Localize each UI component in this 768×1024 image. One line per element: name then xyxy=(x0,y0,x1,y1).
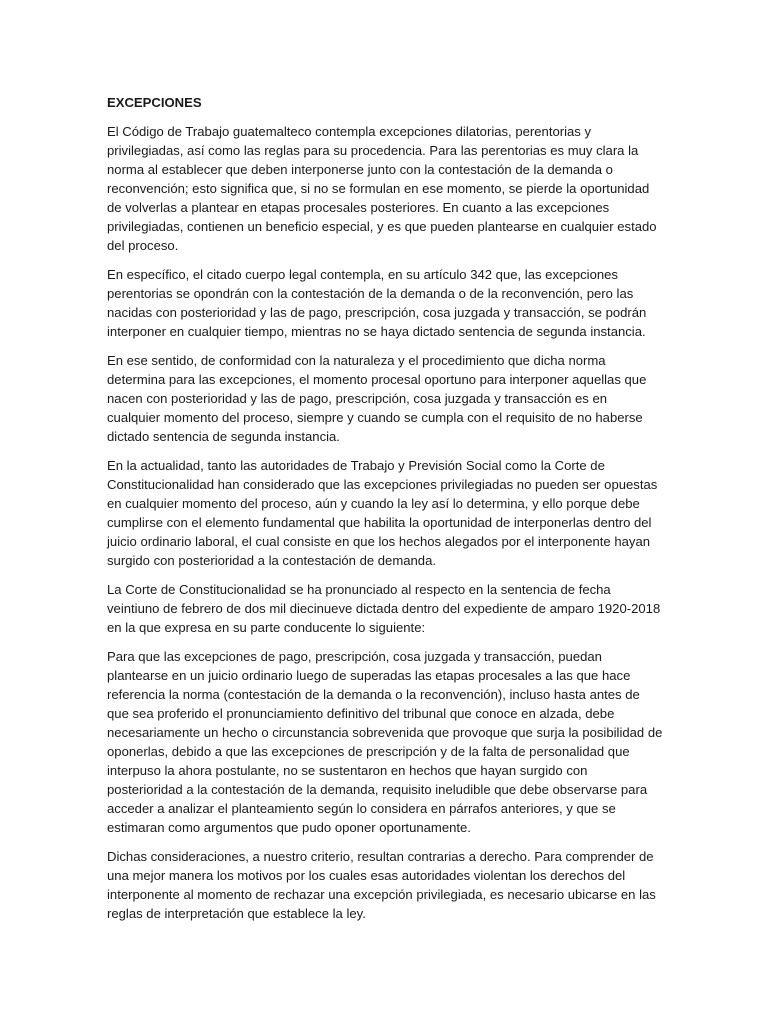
paragraph-4: En la actualidad, tanto las autoridades de Trabajo y Previsión Social como la Corte de Constitucionalidad han considerado que las excepciones privilegiadas no pueden ser opuestas en cualquier momento del proceso, aún y cuando la ley así lo determina, y ello porque debe cumplirse con el elemento fundamental que habilita la oportunidad de interponerlas dentro del juicio ordinario laboral, el cual consiste en que los hechos alegados por el interponente hayan surgido con posterioridad a la contestación de demanda. xyxy=(107,458,658,568)
document-body xyxy=(107,93,663,933)
paragraph-7: Dichas consideraciones, a nuestro criterio, resultan contrarias a derecho. Para comprender de una mejor manera los motivos por los cuales esas autoridades violentan los derechos del interponente al momento de rechazar una excepción privilegiada, es necesario ubicarse en las reglas de interpretación que establece la ley. xyxy=(107,849,656,921)
paragraph-3: En ese sentido, de conformidad con la naturaleza y el procedimiento que dicha norma determina para las excepciones, el momento procesal oportuno para interponer aquellas que nacen con posterioridad y las de pago, prescripción, cosa juzgada y transacción es en cualquier momento del proceso, siempre y cuando se cumpla con el requisito de no haberse dictado sentencia de segunda instancia. xyxy=(107,353,647,444)
paragraph-5: La Corte de Constitucionalidad se ha pronunciado al respecto en la sentencia de fecha veintiuno de febrero de dos mil diecinueve dictada dentro del expediente de amparo 1920-2018 en la que expresa en su parte conducente lo siguiente: xyxy=(107,582,661,635)
document-heading: EXCEPCIONES xyxy=(107,95,202,110)
paragraph-6-quote: Para que las excepciones de pago, prescripción, cosa juzgada y transacción, puedan plantearse en un juicio ordinario luego de superadas las etapas procesales a las que hace referencia la norma (contestación de la demanda o la reconvención), incluso hasta antes de que sea proferido el pronunciamiento definitivo del tribunal que conoce en alzada, debe necesariamente un hecho o circunstancia sobrevenida que provoque que surja la posibilidad de oponerlas, debido a que las excepciones de prescripción y de la falta de personalidad que interpuso la ahora postulante, no se sustentaron en hechos que hayan surgido con posterioridad a la contestación de la demanda, requisito ineludible que debe observarse para acceder a analizar el planteamiento según lo considera en párrafos anteriores, y que se estimaran como argumentos que pudo oponer oportunamente. xyxy=(107,649,663,835)
paragraph-1: El Código de Trabajo guatemalteco contempla excepciones dilatorias, perentorias y privilegiadas, así como las reglas para su procedencia. Para las perentorias es muy clara la norma al establecer que deben interponerse junto con la contestación de la demanda o reconvención; esto significa que, si no se formulan en ese momento, se pierde la oportunidad de volverlas a plantear en etapas procesales posteriores. En cuanto a las excepciones privilegiadas, contienen un beneficio especial, y es que pueden plantearse en cualquier estado del proceso. xyxy=(107,124,657,253)
paragraph-2: En específico, el citado cuerpo legal contempla, en su artículo 342 que, las excepciones perentorias se opondrán con la contestación de la demanda o de la reconvención, pero las nacidas con posterioridad y las de pago, prescripción, cosa juzgada y transacción, se podrán interponer en cualquier tiempo, mientras no se haya dictado sentencia de segunda instancia. xyxy=(107,267,647,339)
